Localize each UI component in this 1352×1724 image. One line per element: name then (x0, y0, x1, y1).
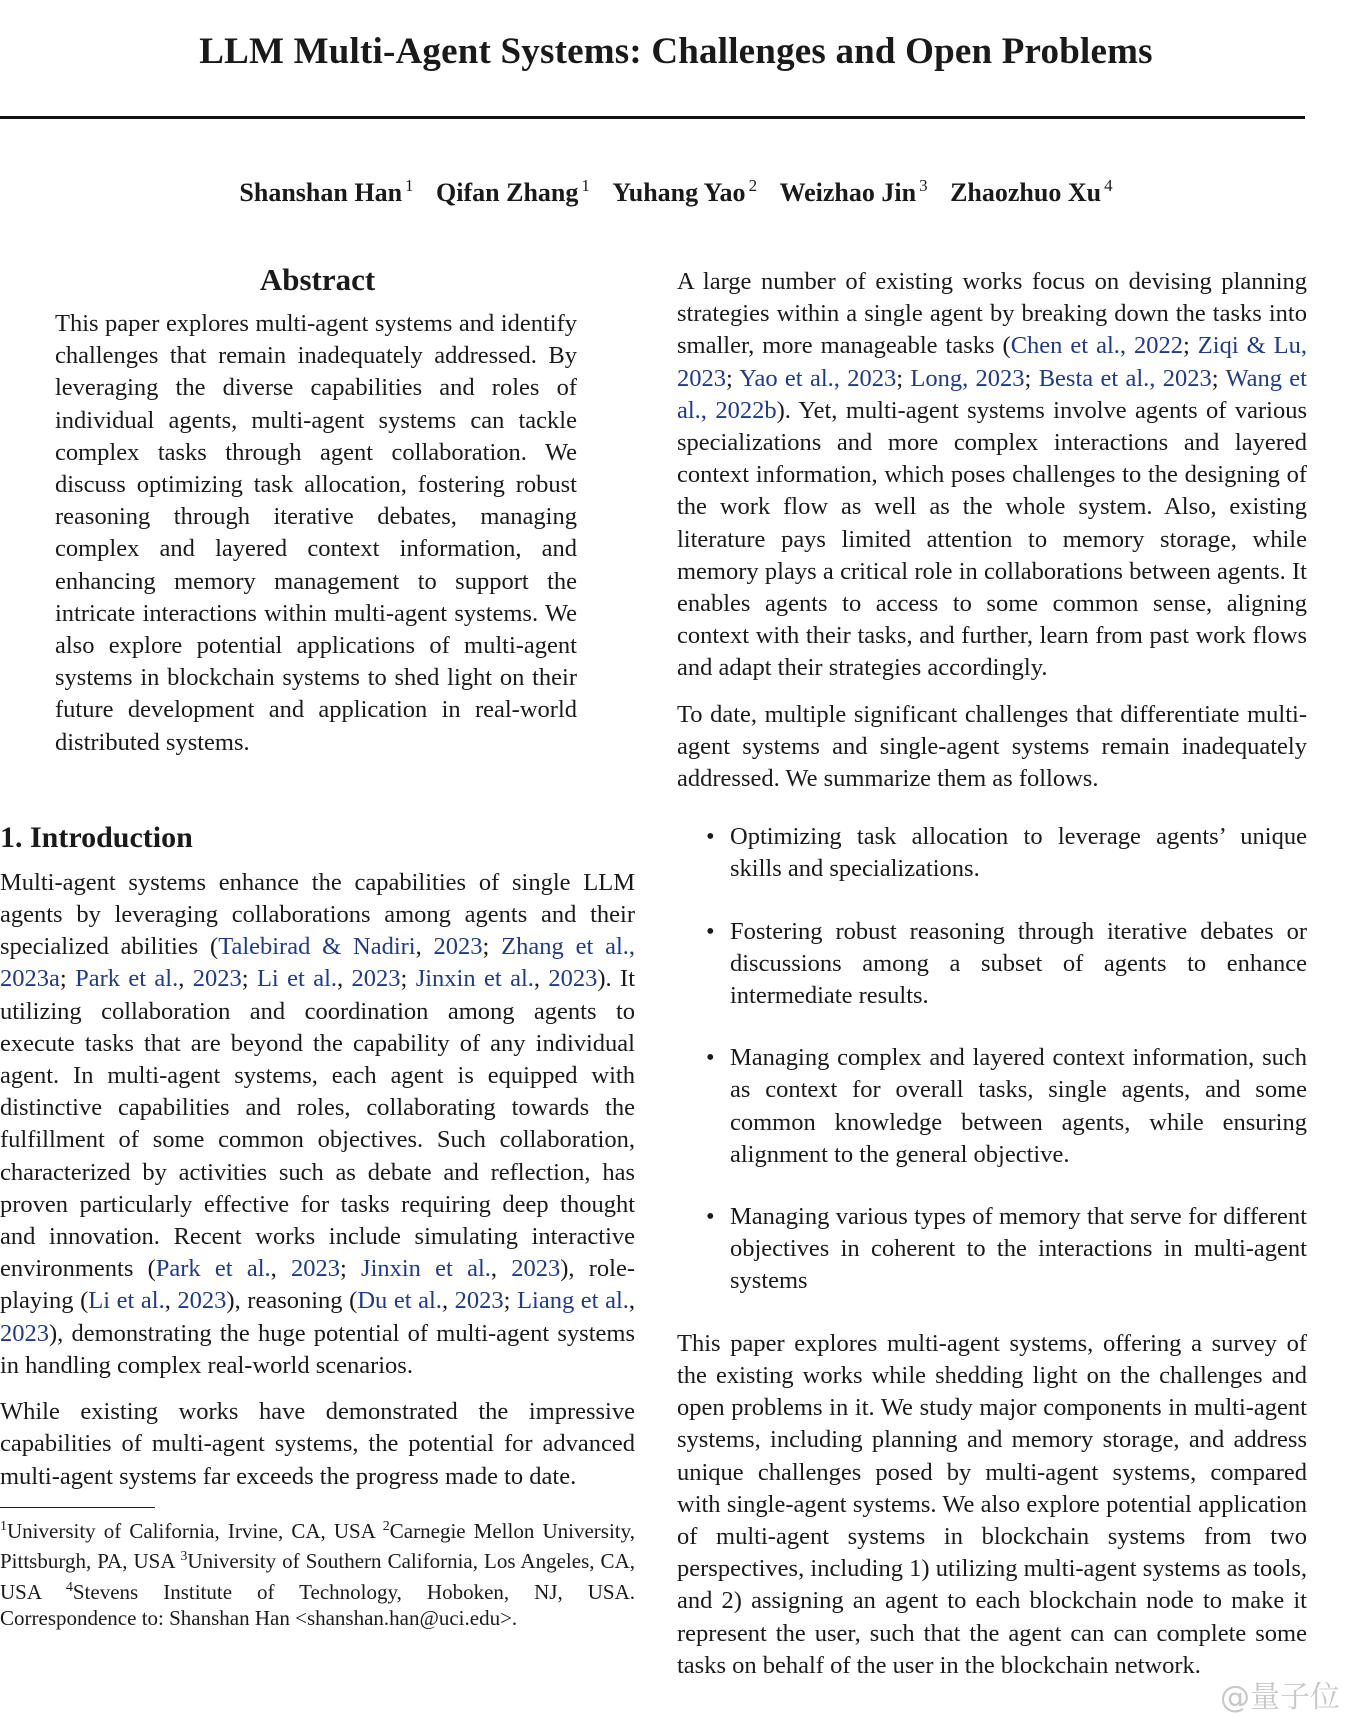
challenge-list (677, 821, 1307, 1297)
affiliations-footnote (0, 1514, 635, 1632)
body-text: A large number of existing works focus on devising planning strategies within a single agent by breaking down the tasks into smaller, more manageable tasks ( (677, 268, 1307, 360)
citation-link[interactable]: Yao et al., 2023 (739, 364, 897, 392)
author-name: Qifan Zhang (436, 177, 579, 207)
separator: ; (1183, 332, 1198, 360)
separator: ; (482, 933, 502, 961)
citation-year-link[interactable]: 2023 (0, 1319, 49, 1347)
section-heading-introduction: 1. Introduction (0, 820, 193, 854)
list-item (677, 916, 1307, 1013)
right-paragraph-3: This paper explores multi-agent systems, offering a survey of the existing works while shedding light on the challenges and open problems in it. We study major components in multi-agent systems, including planning and memory storage, and address unique challenges posed by multi-agent systems, compared with single-agent systems. We also explore potential application of multi-agent systems in blockchain systems from two perspectives, including 1) utilizing multi-agent systems as tools, and 2) assigning an agent to each blockchain node to make it represent the user, such that the agent can can complete some tasks on behalf of the user in the blockchain network. (677, 1329, 1307, 1679)
bullet-icon: • (706, 917, 715, 945)
author-affiliation: 2 (748, 176, 758, 195)
citation-year-link[interactable]: 2023 (511, 1255, 561, 1283)
separator: , (490, 1255, 512, 1283)
citation-year-link[interactable]: 2023 (454, 1287, 504, 1315)
citation-link[interactable]: Park et al. (155, 1255, 271, 1283)
citation-link[interactable]: Talebirad & Nadiri (218, 933, 416, 961)
author-affiliation: 4 (1104, 176, 1113, 195)
author (436, 178, 590, 207)
paper-title: LLM Multi-Agent Systems: Challenges and Open Problems (199, 31, 1153, 72)
citation-link[interactable]: Li et al. (88, 1287, 165, 1315)
footnote-text: Carnegie Mellon University, Pittsburgh, PA, USA (0, 1518, 635, 1574)
separator: ; (896, 364, 911, 392)
citation-year-link[interactable]: 2023 (433, 933, 483, 961)
separator: ; (400, 965, 416, 993)
list-item (677, 821, 1307, 885)
footnote-marker: 4 (65, 1579, 73, 1595)
bullet-icon: • (706, 1044, 715, 1072)
author (950, 178, 1113, 207)
citation-year-link[interactable]: 2023 (177, 1287, 227, 1315)
left-column (0, 262, 635, 1632)
citation-link[interactable]: Liang et al. (517, 1287, 629, 1315)
separator: ; (503, 1287, 518, 1315)
footnote-text: Stevens Institute of Technology, Hoboken, NJ, USA. Correspondence to: Shanshan Han <shanshan.han@uci.edu>. (0, 1579, 636, 1631)
title-rule (0, 116, 1305, 119)
citation-link[interactable]: Jinxin et al. (415, 965, 534, 993)
separator: , (533, 965, 549, 993)
footnote-marker: 1 (0, 1518, 7, 1534)
footnote-text: University of Southern California, Los Angeles, CA, USA (0, 1549, 635, 1604)
citation-link[interactable]: Wang et al., 2022b (677, 364, 1307, 424)
author-name: Zhaozhuo Xu (950, 177, 1102, 207)
body-text: ), demonstrating the huge potential of multi-agent systems in handling complex real-world scenarios. (0, 1319, 635, 1379)
separator: , (415, 933, 434, 961)
citation-link[interactable]: Park et al. (75, 965, 179, 993)
separator: ; (59, 965, 76, 993)
footnote-rule (0, 1507, 155, 1508)
separator: , (270, 1255, 291, 1283)
right-paragraph-1 (677, 266, 1307, 685)
citation-year-link[interactable]: 2023 (351, 965, 401, 993)
separator: , (628, 1287, 636, 1315)
watermark: @量子位 (1220, 1680, 1340, 1715)
author-name: Shanshan Han (239, 177, 403, 207)
citation-link[interactable]: Jinxin et al. (361, 1255, 491, 1283)
bullet-icon: • (706, 823, 715, 851)
footnote-marker: 3 (180, 1549, 188, 1565)
citation-link[interactable]: Chen et al., 2022 (1010, 332, 1183, 360)
list-item (677, 1042, 1307, 1171)
author-list (0, 176, 1352, 208)
author-affiliation: 3 (919, 176, 928, 195)
body-text: ), role-playing ( (0, 1255, 636, 1315)
citation-link[interactable]: Zhang et al., 2023a (0, 933, 635, 993)
footnote-marker: 2 (382, 1518, 390, 1534)
bullet-icon: • (706, 1203, 715, 1231)
author (612, 178, 757, 207)
intro-paragraph-1 (0, 867, 635, 1382)
footnote-text: University of California, Irvine, CA, USA (7, 1518, 383, 1543)
author-name: Yuhang Yao (612, 177, 746, 207)
citation-link[interactable]: Besta et al., 2023 (1038, 364, 1212, 392)
list-item (677, 1201, 1307, 1298)
author (780, 178, 928, 207)
separator: , (178, 965, 193, 993)
intro-paragraph-2: While existing works have demonstrated the impressive capabilities of multi-agent systems, the potential for advanced multi-agent systems far exceeds the progress made to date. (0, 1398, 635, 1490)
separator: , (441, 1287, 455, 1315)
body-text: ). Yet, multi-agent systems involve agents of various specializations and more complex interactions and layered context information, which poses challenges to the designing of the work flow as well as the whole system. Also, existing literature pays limited attention to memory storage, while memory plays a critical role in collaborations between agents. It enables agents to access to some common sense, aligning context with their tasks, and further, learn from past work flows and adapt their strategies accordingly. (677, 396, 1307, 682)
separator: ; (1024, 364, 1039, 392)
right-column (677, 266, 1307, 1696)
list-item-text: Optimizing task allocation to leverage agents’ unique skills and specializations. (730, 823, 1307, 883)
citation-link[interactable]: Ziqi & Lu, 2023 (677, 332, 1307, 392)
citation-link[interactable]: Long, 2023 (910, 364, 1025, 392)
separator: ; (339, 1255, 362, 1283)
list-item-text: Managing complex and layered context information, such as context for overall tasks, single agents, and some common knowledge between agents, while ensuring alignment to the general objective. (730, 1044, 1307, 1168)
body-text: ), reasoning ( (226, 1287, 358, 1315)
separator: ; (1211, 364, 1226, 392)
list-item-text: Managing various types of memory that serve for different objectives in coherent to the interactions in multi-agent systems (730, 1203, 1307, 1295)
list-item-text: Fostering robust reasoning through iterative debates or discussions among a subset of agents to enhance intermediate results. (730, 917, 1307, 1010)
abstract-text: This paper explores multi-agent systems and identify challenges that remain inadequately addressed. By leveraging the diverse capabilities and roles of individual agents, multi-agent systems can tackle complex tasks through agent collaboration. We discuss optimizing task allocation, fostering robust reasoning through iterative debates, managing complex and layered context information, and enhancing memory management to support the intricate interactions within multi-agent systems. We also explore potential applications of multi-agent systems in blockchain systems to shed light on their future development and application in real-world distributed systems. (55, 310, 577, 756)
separator: ; (241, 965, 257, 993)
separator: ; (726, 364, 740, 392)
separator: , (337, 965, 352, 993)
body-text: ). It utilizing collaboration and coordination among agents to execute tasks that are beyond the capability of any individual agent. In multi-agent systems, each agent is equipped with distinctive capabilities and roles, collaborating towards the fulfillment of some common objectives. Such collaboration, characterized by activities such as debate and reflection, has proven particularly effective for tasks requiring deep thought and innovation. Recent works include simulating interactive environments ( (0, 965, 636, 1283)
abstract-heading: Abstract (259, 262, 376, 297)
citation-year-link[interactable]: 2023 (192, 965, 242, 993)
citation-year-link[interactable]: 2023 (548, 965, 598, 993)
separator: , (164, 1287, 178, 1315)
author-name: Weizhao Jin (779, 177, 917, 207)
author-affiliation: 1 (581, 176, 590, 195)
author (239, 178, 413, 207)
right-paragraph-2: To date, multiple significant challenges that differentiate multi-agent systems and single-agent systems remain inadequately addressed. We summarize them as follows. (677, 700, 1307, 793)
citation-year-link[interactable]: 2023 (290, 1255, 340, 1283)
citation-link[interactable]: Du et al. (357, 1287, 442, 1315)
body-text: Multi-agent systems enhance the capabilities of single LLM agents by leveraging collaborations among agents and their specialized abilities ( (0, 868, 635, 961)
author-affiliation: 1 (405, 176, 414, 195)
citation-link[interactable]: Li et al. (256, 965, 337, 993)
